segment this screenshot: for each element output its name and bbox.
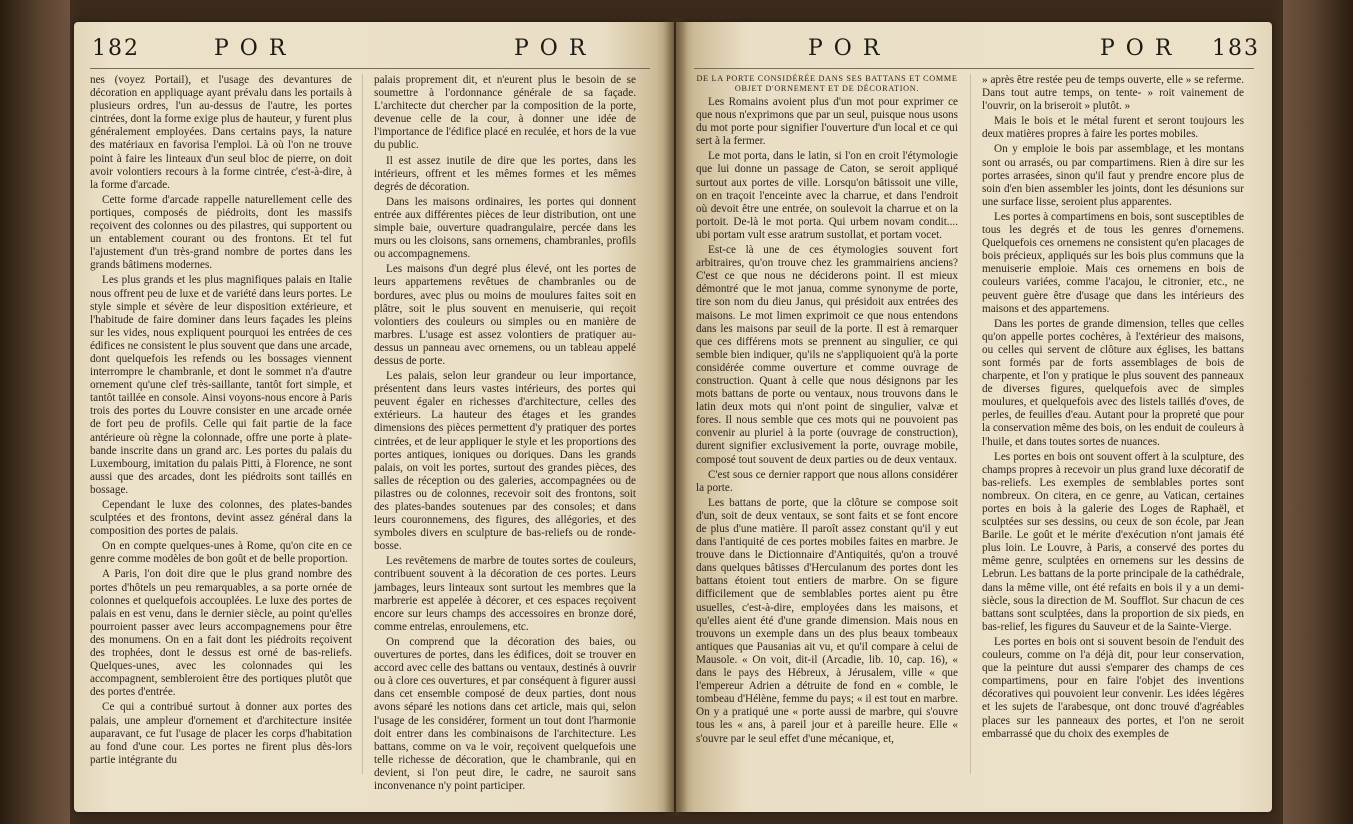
paragraph: Mais le bois et le métal furent et seront toujours les deux matières propres à faire les portes mobiles.: [982, 115, 1244, 141]
paragraph: Les battans de porte, que la clôture se compose soit d'un, soit de deux ventaux, se sont faits et se font encore de plus d'une matière. Il paroît assez constant qu'il y eut dans l'antiquité de ces portes mobiles faites en marbre. Je trouve dans le Dictionnaire d'Antiquités, qu'on a trouvé dans quelques bâtisses d'Herculanum des portes dont les battans étoient tout entiers de marbre. On se figure difficilement que de semblables portes aient pu être usuelles, c'est-à-dire, employées dans les maisons, et qu'elles aient été d'une grande dimension. Mais nous en trouvons un exemple dans un des plus beaux tombeaux antiques que Pausanias ait vu, et qu'il compare à celui de Mausole. « On voit, dit-il (Arcadie, lib. 10, cap. 16), « dans le pays des Hébreux, à Jérusalem, ville « que l'empereur Adrien a détruite de fond en « comble, le tombeau d'Hélène, femme du pays; « il est tout en marbre. On y a pratiqué une « porte aussi de marbre, qui s'ouvre tous les « ans, à pareil jour et à pareille heure. Elle « s'ouvre par le seul effet d'une mécanique, et,: [696, 496, 958, 745]
right-head-col1: P O R: [808, 36, 882, 61]
right-column-divider: [970, 74, 971, 774]
right-page: [676, 22, 1272, 812]
paragraph: Cette forme d'arcade rappelle naturellement celle des portiques, composés de piédroits, dont les massifs reçoivent des colonnes ou des pilastres, qui supportent ou un entablement courant ou des frontons. Et tel fut l'ajustement d'un très-grand nombre de portes dans les grands bâtimens modernes.: [90, 193, 352, 272]
paragraph: Les palais, selon leur grandeur ou leur importance, présentent dans leurs vastes intérieurs, des portes qui peuvent égaler en richesses d'architecture, celles des extérieurs. La hauteur des étages et les grandes dimensions des pièces permettent d'y pratiquer des portes cintrées, et de leur appliquer le style et les proportions des portes antiques, ioniques ou doriques. Dans les grands palais, on voit les portes, surtout des grandes pièces, des salles de réception ou des galeries, accompagnées ou de pilastres ou de colonnes, recevoir soit des frontons, soit des plates-bandes soutenues par des consoles; et dans leurs couronnemens, des figures, des allégories, et des symboles divers en sculpture de bas-reliefs ou de ronde-bosse.: [374, 370, 636, 553]
paragraph: Les Romains avoient plus d'un mot pour exprimer ce que nous n'exprimons que par un seul, puisque nous usons du mot porte pour signifier l'ouverture d'un local et ce qui sert à la fermer.: [696, 96, 958, 148]
paragraph: Ce qui a contribué surtout à donner aux portes des palais, une ampleur d'ornement et d'architecture insitée auparavant, ce fut l'usage de placer les corps d'habitation au fond d'une cour. Les portes ne firent plus dès-lors partie intégrante du: [90, 701, 352, 766]
left-page: [74, 22, 674, 812]
paragraph: Les portes à compartimens en bois, sont susceptibles de tous les degrés et de tous les genres d'ornemens. Quelquefois ces ornemens ne consistent qu'en placages de bois précieux, appliqués sur les bois plus communs que la menuiserie emploie. Mais ces ornemens en bois de couleurs variées, comme l'acajou, le citronier, etc., ne peuvent guère être d'usage que dans les intérieurs des maisons et des appartemens.: [982, 210, 1244, 315]
paragraph: A Paris, l'on doit dire que le plus grand nombre des portes d'hôtels un peu remarquables, a sa porte ornée de colonnes et quelquefois accouplées. Le luxe des portes de palais en est venu, dans le dernier siècle, au point qu'elles pourroient passer avec leurs accompagnemens pour être des monumens. On en a fait dont les piédroits reçoivent des trophées, dont le dessus est orné de bas-reliefs. Quelques-unes, avec les colonnades qui les accompagnent, sembleroient être des portiques plutôt que des portes d'entrée.: [90, 568, 352, 699]
book-gutter: [664, 18, 688, 816]
section-heading: DE LA PORTE CONSIDÉRÉE DANS SES BATTANS ET COMME OBJET D'ORNEMENT ET DE DÉCORATION.: [696, 74, 958, 93]
paragraph: Le mot porta, dans le latin, si l'on en croit l'étymologie que lui donne un passage de Caton, se seroit appliqué surtout aux portes de ville. Lorsqu'on bâtissoit une ville, on en traçoit l'enceinte avec la charrue, et dans l'endroit où devoit être une entrée, on soulevoit la charrue et on la portoit. De-là le mot porta. Qui urbem novam condit.... ubi portam vult esse aratrum sustollat, et portam vocet.: [696, 150, 958, 241]
paragraph: Est-ce là une de ces étymologies souvent fort arbitraires, qu'on trouve chez les grammairiens anciens? C'est ce que nous ne déciderons point. Il est mieux démontré que le mot janua, comme synonyme de porte, tire son nom du dieu Janus, qui présidoit aux entrées des maisons. Le mot limen exprimoit ce que nous entendons dans les maisons par seuil de la porte. Il est à remarquer que ces différens mots se prennent au singulier, ce qui semble bien indiquer, qu'ils ne s'appliquoient qu'à la porte considérée comme ouverture et comme ouvrage de construction. Quant à celle que nous désignons par les mots battans de porte ou ventaux, nous trouvons dans le latin deux mots qui n'ont point de singulier, valvæ et fores. Il nous semble que ces mots qui ne pouvoient pas convenir au pluriel à la porte (ouvrage de construction), durent signifier exclusivement la porte, ouvrage mobile, composé tout souvent de deux parties ou de deux ventaux.: [696, 244, 958, 466]
right-column-1: [696, 74, 958, 748]
paragraph: Les maisons d'un degré plus élevé, ont les portes de leurs appartemens revêtues de chambranles ou de bordures, avec plus ou moins de moulures faites soit en plâtre, soit le plus souvent en menuiserie, qui reçoit volontiers des couleurs ou simples ou en manière de marbres. L'usage est assez volontiers de pratiquer au-dessus un panneau avec ornemens, ou un tableau appelé dessus de porte.: [374, 263, 636, 367]
left-head-col2: P O R: [514, 36, 588, 61]
paragraph: On en compte quelques-unes à Rome, qu'on cite en ce genre comme modèles de bon goût et de belle proportion.: [90, 540, 352, 566]
paragraph: Les revêtemens de marbre de toutes sortes de couleurs, contribuent souvent à la décoration de ces portes. Leurs jambages, leurs linteaux sont surtout les membres que la marbrerie est appelée à décorer, et ces espaces reçoivent encore sur leurs champs des accessoires en bronze doré, comme entrelas, enroulemens, etc.: [374, 555, 636, 633]
paragraph: palais proprement dit, et n'eurent plus le besoin de se soumettre à l'ordonnance générale de sa façade. L'architecte dut chercher par la composition de la porte, devenue celle de la cour, à donner une idée de l'importance de l'édifice placé en reculée, et hors de la vue du public.: [374, 74, 636, 152]
right-column-2: [982, 74, 1244, 743]
right-page-number: 183: [1212, 36, 1260, 61]
paragraph: Dans les maisons ordinaires, les portes qui donnent entrée aux différentes pièces de leur distribution, ont une simple baie, ouverture quadrangulaire, percée dans les murs ou les cloisons, sans ornemens, chambranles, profils ou accompagnemens.: [374, 195, 636, 261]
paragraph: Les portes en bois ont souvent offert à la sculpture, des champs propres à recevoir un plus grand luxe décoratif de bas-reliefs. Les exemples de semblables portes sont nombreux. On citera, en ce genre, au Vatican, certaines portes en bois à la galerie des Loges de Raphaël, et sculptées sur ses dessins, ou ceux de son école, par Jean Barile. Le goût et le mérite d'exécution n'ont jamais été plus loin. Le Louvre, à Paris, a conservé des portes du même genre, sculptées en ornemens sur les dessins de Lebrun. Les battans de la porte principale de la cathédrale, dans la même ville, ont été refaits en bois il y a un demi-siècle, sous la direction de M. Soufflot. Sur chacun de ces battans sont sculptées, dans la proportion de six pieds, en bas-relief, les figures du Sauveur et de la Sainte-Vierge.: [982, 450, 1244, 633]
paragraph: On comprend que la décoration des baies, ou ouvertures de portes, dans les édifices, doit se trouver en accord avec celle des battans ou ventaux, destinés à ouvrir ou à clore ces ouvertures, et par conséquent à figurer aussi dans cet ensemble composé de deux parties, dont nous avons séparé les notions dans cet article, mais qui, selon l'usage de les considérer, forment un tout dont l'harmonie doit entrer dans les combinaisons de l'architecture. Les battans, comme on va le voir, reçoivent quelquefois une telle richesse de décoration, que le chambranle, qui en devient, si l'on peut dire, le cadre, ne sauroit sans inconvenance n'y point participer.: [374, 635, 636, 792]
paragraph: Il est assez inutile de dire que les portes, dans les intérieurs, offrent et les mêmes formes et les mêmes degrés de décoration.: [374, 154, 636, 193]
left-column-1: [90, 74, 352, 769]
paragraph: Dans les portes de grande dimension, telles que celles qu'on appelle portes cochères, à l'extérieur des maisons, ou celles qui servent de clôture aux églises, les battans sont formés par de forts assemblages de bois de charpente, et l'on y pratique le plus souvent des panneaux de diverses figures, quelquefois avec de simples moulures, et quelquefois avec des listels taillés d'oves, de perles, de feuilles d'eau. Autant pour la propreté que pour la conservation même des bois, on les enduit de couleurs à l'huile, et dans toutes sortes de nuances.: [982, 317, 1244, 448]
right-head-col2: P O R: [1100, 36, 1174, 61]
left-head-rule: [90, 68, 650, 69]
left-running-head: [74, 36, 674, 64]
paragraph: C'est sous ce dernier rapport que nous allons considérer la porte.: [696, 468, 958, 494]
paragraph: Cependant le luxe des colonnes, des plates-bandes sculptées et des frontons, devint assez général dans la composition des portes de palais.: [90, 499, 352, 538]
right-head-rule: [694, 68, 1254, 69]
paragraph: Les plus grands et les plus magnifiques palais en Italie nous offrent peu de luxe et de variété dans leurs portes. Le style simple et sévère de leur disposition extérieure, et l'habitude de faire dominer dans leurs façades les pleins sur les vides, nous expliquent pourquoi les entrées de ces édifices ne consistent le plus souvent que dans une arcade, dont quelquefois les refends ou les bossages viennent interrompre le chambranle, et dont le sommet n'a d'autre ornement qu'une clef très-saillante, tantôt fort simple, et tantôt taillée en console. Ainsi voyons-nous encore à Paris trois des portes du Louvre consister en une arcade ornée de fort peu de profils. Celle qui fait partie de la face antérieure où règne la colonnade, offre une porte à plate-bande inscrite dans un grand arc. Les portes du palais du Luxembourg, imitation du palais Pitti, à Florence, ne sont aussi que des arcades, dont les piédroits sont taillés en bossage.: [90, 274, 352, 496]
right-running-head: [676, 36, 1272, 64]
left-column-divider: [362, 74, 363, 774]
paragraph: » après être restée peu de temps ouverte, elle » se referme. Dans tout autre temps, on tente- » roit vainement de l'ouvrir, on la briseroit » plutôt. »: [982, 74, 1244, 113]
left-column-2: [374, 74, 636, 795]
paragraph: nes (voyez Portail), et l'usage des devantures de décoration en appliquage ayant prévalu dans les portails à plusieurs ordres, l'un au-dessus de l'autre, les portes cintrées, dont la forme exige plus de hauteur, y furent plus généralement employées. Dans certains pays, la nature des matériaux en favorisa l'emploi. Là où l'on ne trouve point à faire les linteaux d'un seul bloc de pierre, on doit avoir volontiers recours à la forme cintrée, c'est-à-dire, à la forme d'arcade.: [90, 74, 352, 191]
paragraph: On y emploie le bois par assemblage, et les montans sont ou arrasés, ou par compartimens. Rien à dire sur les portes arrasées, sinon qu'il faut y prendre encore plus de soin d'en bien assembler les joints, dont les désunions sur une surface lisse, seroient plus apparentes.: [982, 143, 1244, 208]
left-cover-edge: [0, 0, 70, 824]
left-page-number: 182: [92, 36, 140, 61]
right-cover-edge: [1283, 0, 1353, 824]
left-head-col1: P O R: [214, 36, 288, 61]
paragraph: Les portes en bois ont si souvent besoin de l'enduit des couleurs, comme on l'a déjà dit, pour leur conservation, que la peinture dut aussi s'emparer des champs de ces compartimens, pour en faire l'objet des inventions décoratives qui pouvoient leur convenir. Les idées légères et les sujets de l'arabesque, ont donc trouvé d'agréables places sur les panneaux des portes, et l'on ne seroit embarrassé que du choix des exemples de: [982, 635, 1244, 740]
